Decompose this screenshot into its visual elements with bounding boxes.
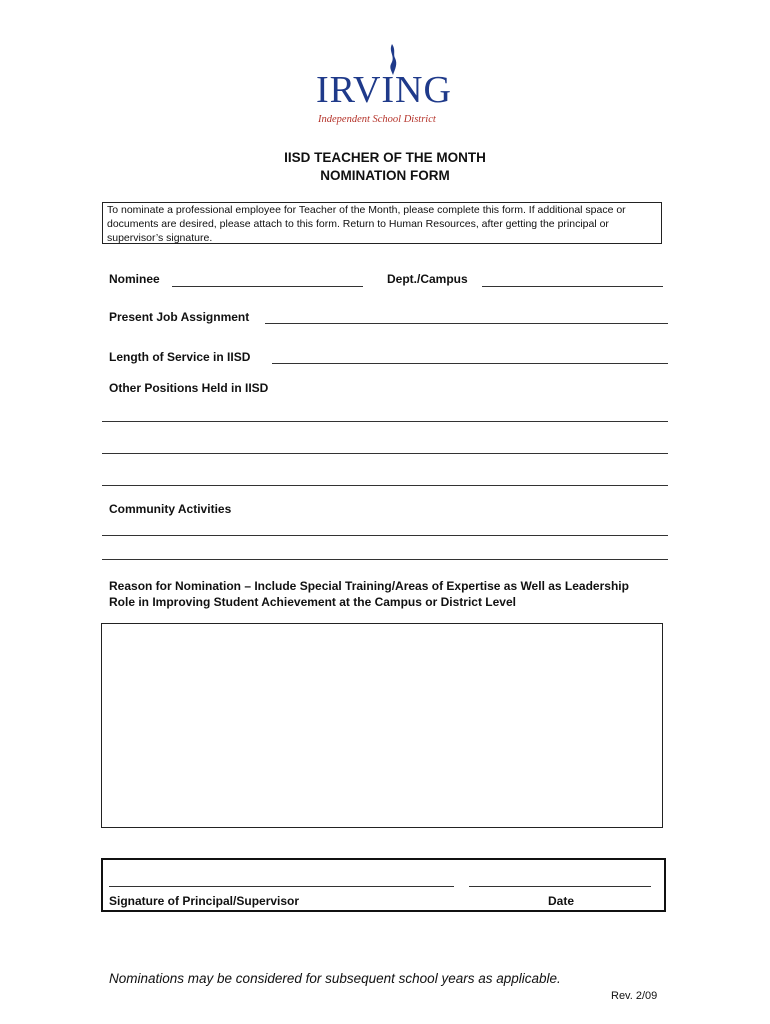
job-assignment-label: Present Job Assignment (109, 310, 250, 324)
length-of-service-field[interactable] (272, 363, 668, 364)
signature-box (101, 858, 666, 912)
length-of-service-label: Length of Service in IISD (109, 350, 251, 364)
reason-label-line1: Reason for Nomination – Include Special Training/Areas of Expertise as Well as Leadership (109, 579, 629, 593)
signature-field[interactable] (109, 886, 454, 887)
other-positions-line-2[interactable] (102, 453, 668, 454)
footer-note: Nominations may be considered for subsequent school years as applicable. (109, 971, 561, 986)
logo-wordmark: IRVING (316, 69, 452, 111)
other-positions-line-3[interactable] (102, 485, 668, 486)
reason-textarea[interactable] (101, 623, 663, 828)
logo-subtitle: Independent School District (318, 114, 436, 125)
dept-campus-label: Dept./Campus (387, 272, 468, 286)
community-activities-label: Community Activities (109, 502, 232, 516)
date-field[interactable] (469, 886, 651, 887)
district-logo (312, 42, 462, 132)
form-title-line1: IISD TEACHER OF THE MONTH (284, 150, 486, 165)
date-label: Date (548, 894, 575, 908)
community-activities-line-1[interactable] (102, 535, 668, 536)
other-positions-line-1[interactable] (102, 421, 668, 422)
reason-label-line2: Role in Improving Student Achievement at the Campus or District Level (109, 595, 516, 609)
other-positions-label: Other Positions Held in IISD (109, 381, 269, 395)
signature-label: Signature of Principal/Supervisor (109, 894, 300, 908)
dept-campus-field[interactable] (482, 286, 663, 287)
revision-label: Rev. 2/09 (611, 990, 658, 1002)
job-assignment-field[interactable] (265, 323, 668, 324)
form-title-line2: NOMINATION FORM (320, 168, 450, 183)
community-activities-line-2[interactable] (102, 559, 668, 560)
nominee-field[interactable] (172, 286, 363, 287)
nominee-label: Nominee (109, 272, 160, 286)
instructions-box: To nominate a professional employee for Teacher of the Month, please complete this form. If additional space or documents are desired, please attach to this form. Return to Human Resources, after getting the principal or supervisor’s signature. (102, 202, 662, 244)
